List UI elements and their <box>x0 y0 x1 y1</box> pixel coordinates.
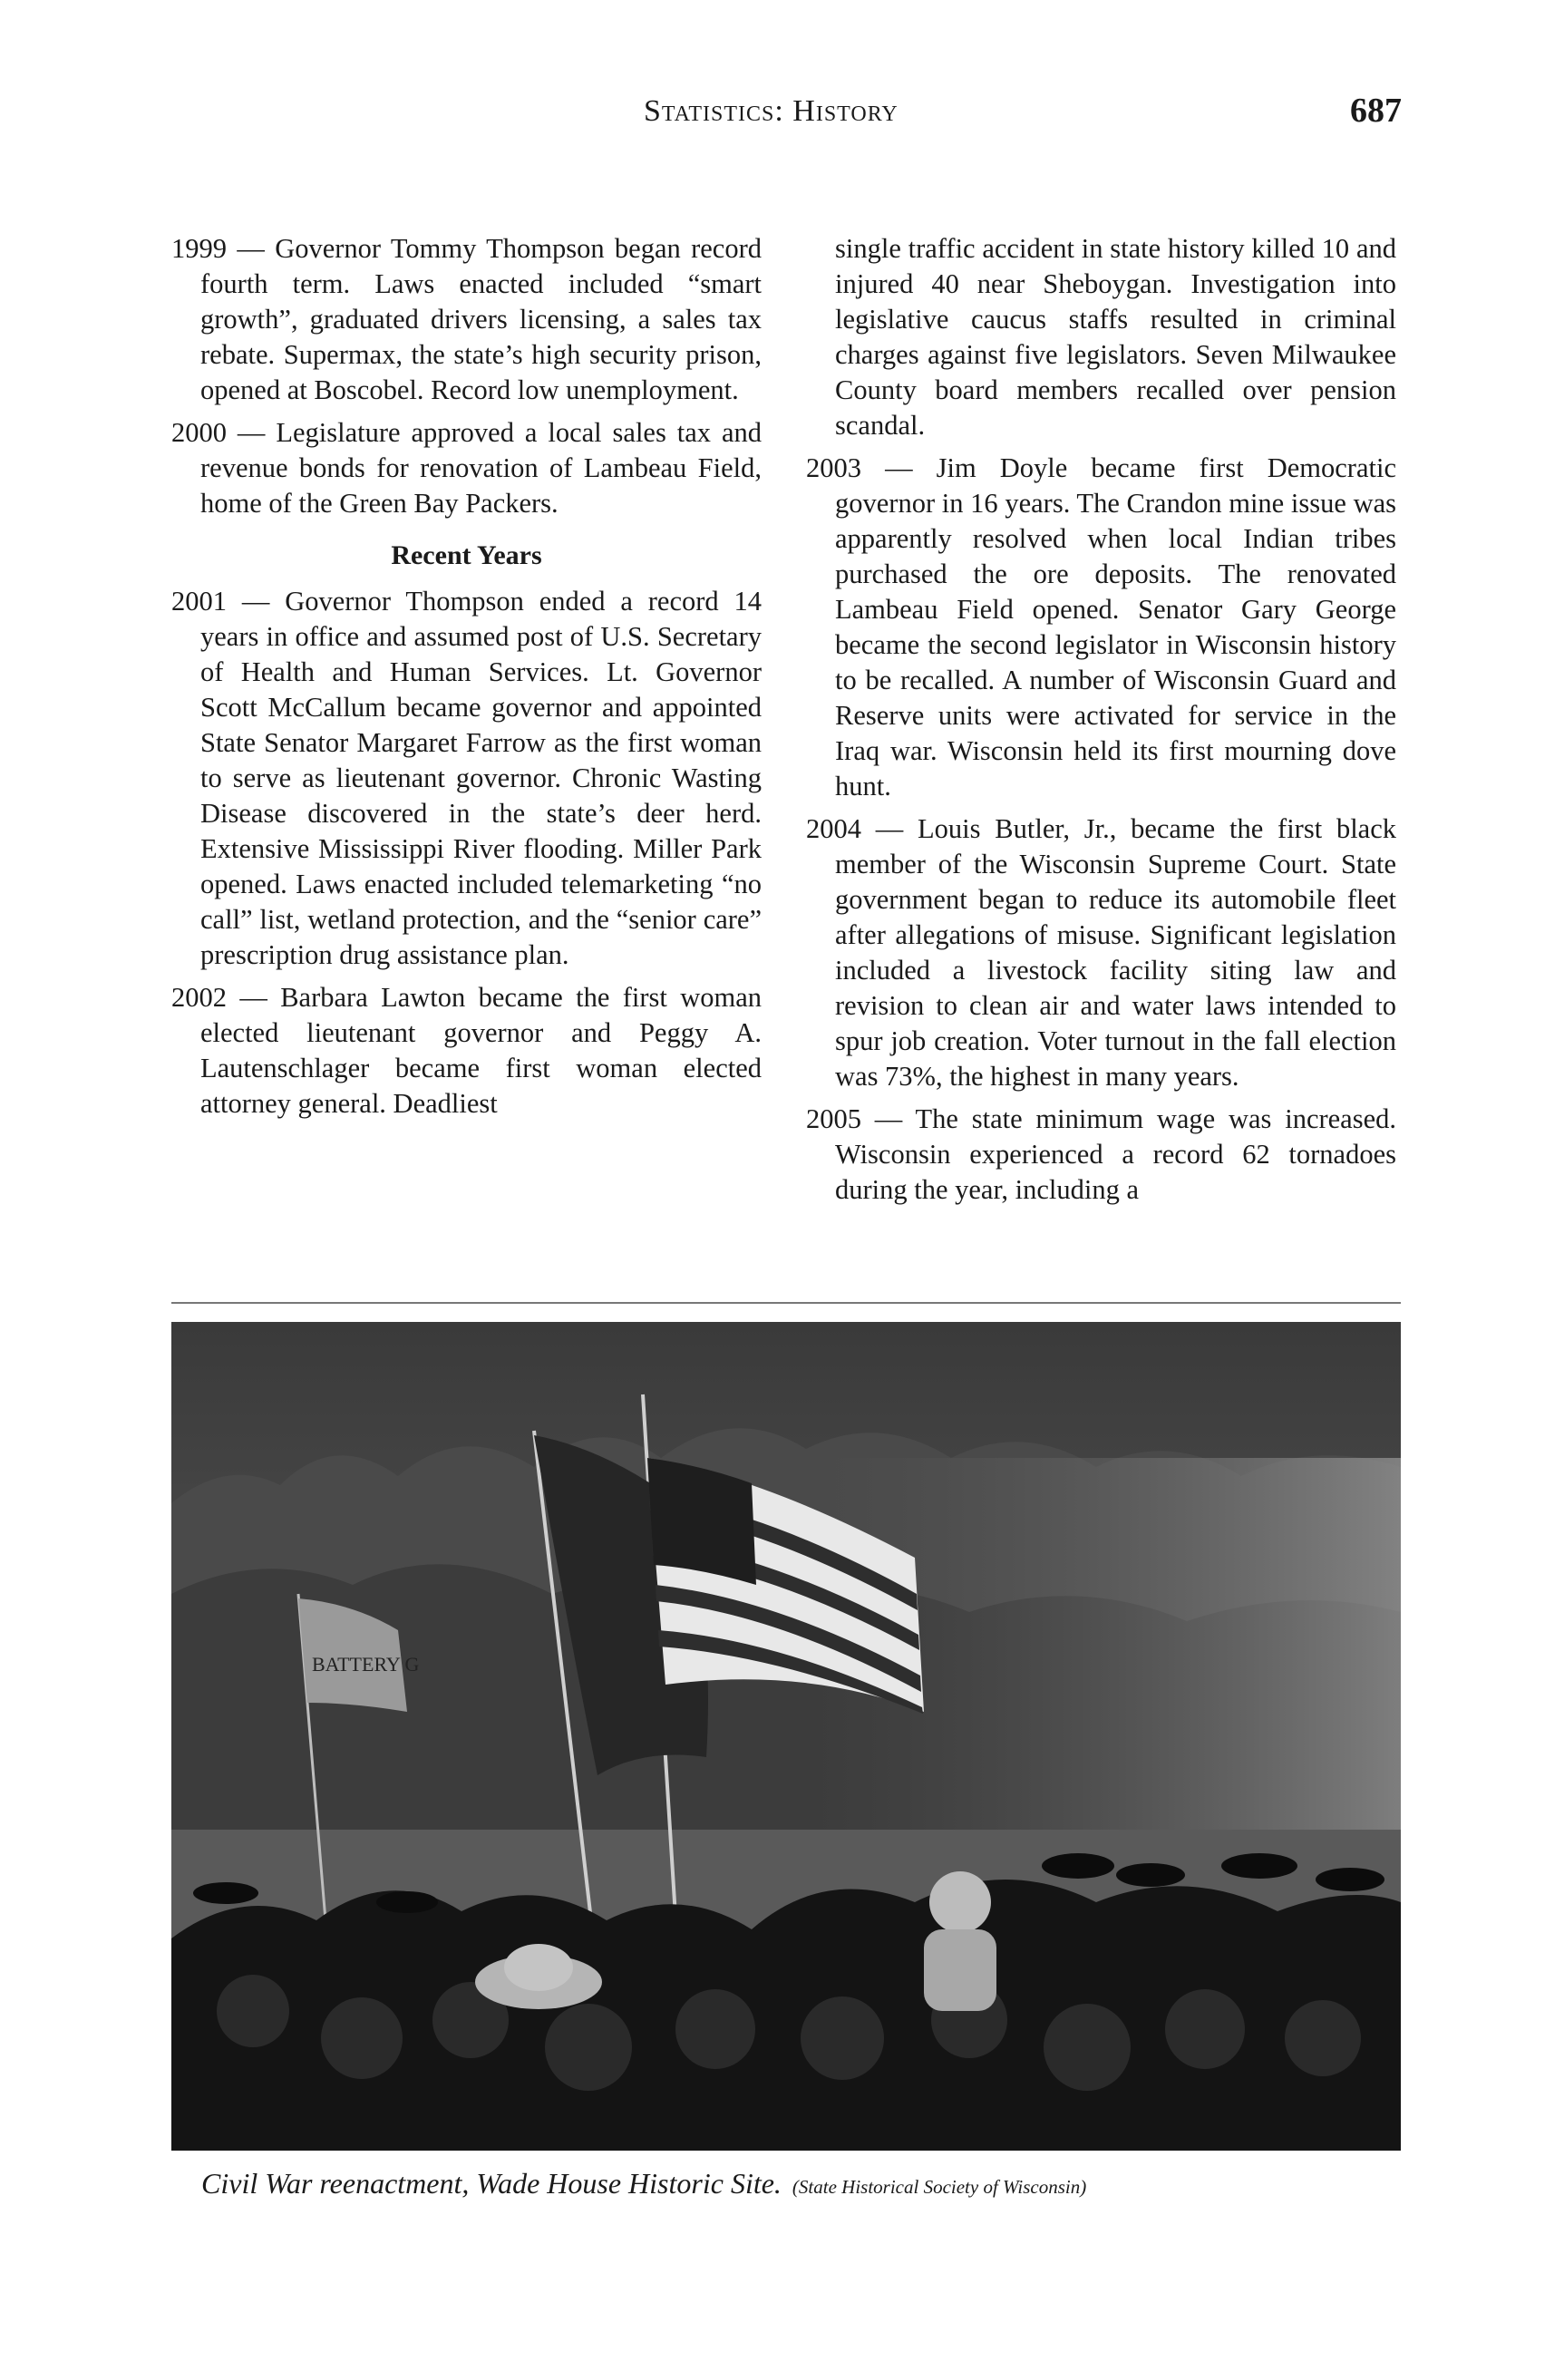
running-head: Statistics: History <box>644 94 899 128</box>
photo-illustration <box>171 1322 1401 2151</box>
page-header <box>0 94 1564 140</box>
child-body <box>924 1929 996 2011</box>
caption-credit: (State Historical Society of Wisconsin) <box>792 2176 1087 2198</box>
straw-hat-crown <box>504 1944 573 1991</box>
photo-caption <box>201 2167 1086 2200</box>
civil-war-reenactment-photo <box>171 1322 1401 2151</box>
left-column <box>171 231 762 1129</box>
entry-2003: 2003 — Jim Doyle became first Democratic governor in 16 years. The Crandon mine issue was apparently resolved when local Indian tribes purchased the ore deposits. The renovated Lambeau Field opened. Senator Gary George became the second legislator in Wisconsin history to be recalled. A number of Wisconsin Guard and Reserve units were activated for service in the Iraq war. Wisconsin held its first mourning dove hunt. <box>806 452 1396 801</box>
entry-2004: 2004 — Louis Butler, Jr., became the first black member of the Wisconsin Supreme Court. State government began to reduce its automobile fleet after allegations of misuse. Significant legislation included a livestock facility siting law and revision to clean air and water laws intended to spur job creation. Voter turnout in the fall election was 73%, the highest in many years. <box>806 813 1396 1092</box>
entry-1999: 1999 — Governor Tommy Thompson began record fourth term. Laws enacted included “smart growth”, graduated drivers licensing, a sales tax rebate. Supermax, the state’s high security prison, opened at Boscobel. Record low unemployment. <box>171 233 762 405</box>
entry-2002: 2002 — Barbara Lawton became the first woman elected lieutenant governor and Peggy A. Lautenschlager became first woman elected attorney general. Deadliest <box>171 982 762 1119</box>
caption-text: Civil War reenactment, Wade House Historic Site. <box>201 2167 782 2200</box>
entry-2001: 2001 — Governor Thompson ended a record 14 years in office and assumed post of U.S. Secretary of Health and Human Services. Lt. Governor Scott McCallum became governor and appointed State Senator Margaret Farrow as the first woman to serve as lieutenant governor. Chronic Wasting Disease discovered in the state’s deer herd. Extensive Mississippi River flooding. Miller Park opened. Laws enacted included telemarketing “no call” list, wetland protection, and the “senior care” prescription drug assistance plan. <box>171 586 762 970</box>
right-column <box>806 231 1396 1215</box>
entry-2000: 2000 — Legislature approved a local sales tax and revenue bonds for renovation of Lambeau Field, home of the Green Bay Packers. <box>171 417 762 519</box>
entry-2005: 2005 — The state minimum wage was increased. Wisconsin experienced a record 62 tornadoes during the year, including a <box>806 1103 1396 1205</box>
guidon-text: BATTERY G <box>312 1653 420 1676</box>
horizontal-rule <box>171 1302 1401 1304</box>
child-head <box>929 1871 991 1933</box>
section-heading-recent-years: Recent Years <box>391 540 542 570</box>
page-number: 687 <box>1350 92 1402 130</box>
entry-2002-continued: single traffic accident in state history killed 10 and injured 40 near Sheboygan. Investigation into legislative caucus staffs resulted in criminal charges against five legislators. Seven Milwaukee County board members recalled over pension scandal. <box>835 233 1396 441</box>
